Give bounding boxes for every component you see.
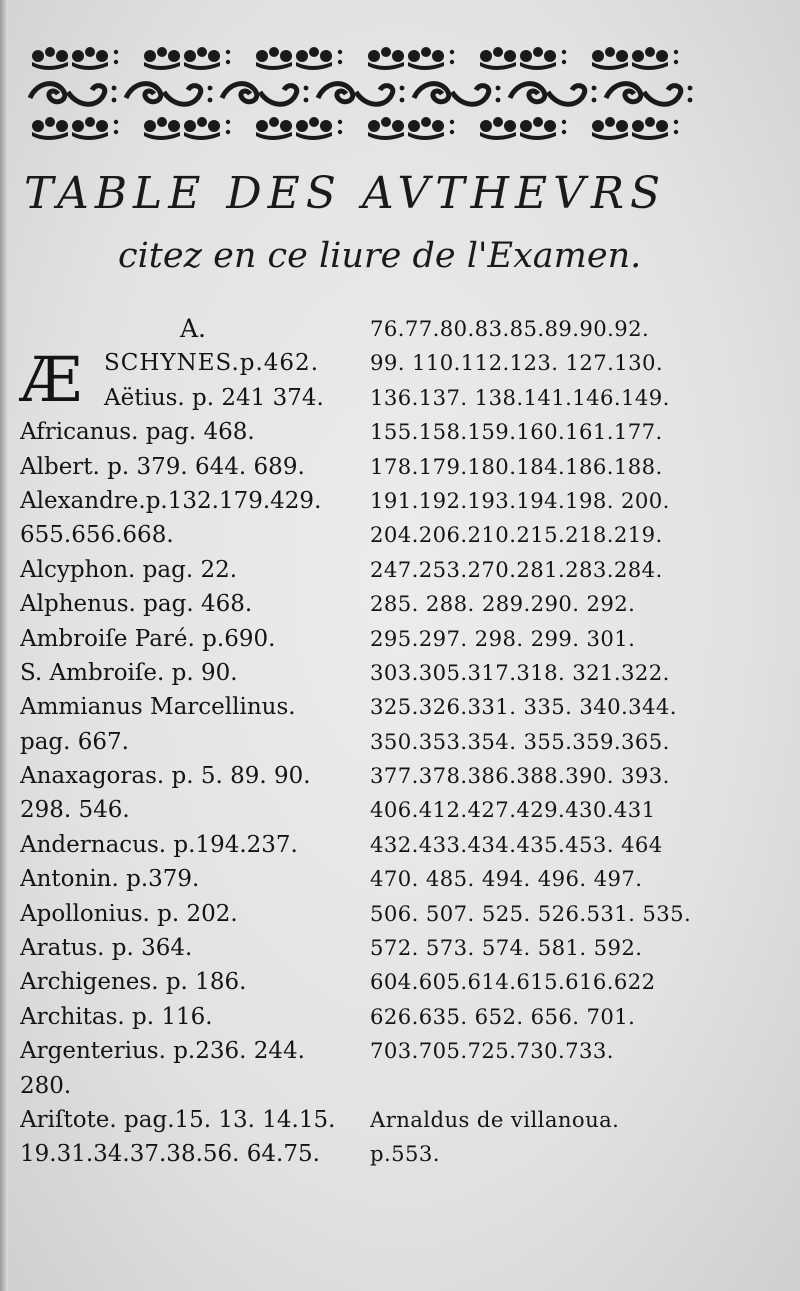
index-entry: Argenterius. p.236. 244. [20,1038,305,1065]
page-reference-line: 303.305.317.318. 321.322. [370,659,670,685]
page-reference-line: 285. 288. 289.290. 292. [370,591,636,617]
page-reference-line: 136.137. 138.141.146.149. [370,384,670,410]
page-subtitle: citez en ce liure de l'Examen. [118,236,642,276]
page-reference-line: 155.158.159.160.161.177. [370,419,663,445]
index-entry: Andernacus. p.194.237. [20,831,298,858]
index-entry: Alexandre.p.132.179.429. [20,487,322,514]
index-entry: Antonin. p.379. [20,866,200,893]
index-entry: Anaxagoras. p. 5. 89. 90. [20,763,311,790]
page-reference-line: 506. 507. 525. 526.531. 535. [370,900,692,926]
index-entry: 280. [20,1072,72,1099]
page-title: TABLE DES AVTHEVRS [24,168,667,219]
index-entry: Ammianus Marcellinus. [20,694,296,721]
page-reference-line: 470. 485. 494. 496. 497. [370,866,643,892]
page-edge-shadow [0,0,8,1291]
index-entry: pag. 667. [20,728,129,755]
index-entry: 298. 546. [20,797,130,824]
index-entry: Architas. p. 116. [20,1003,213,1030]
index-entry: 19.31.34.37.38.56. 64.75. [20,1141,320,1168]
ornamental-headpiece [28,38,698,146]
index-entry: Aratus. p. 364. [20,935,193,962]
index-entry: Africanus. pag. 468. [20,419,255,446]
left-column [20,312,365,1172]
section-letter: A. [180,314,207,343]
page-reference-line: 99. 110.112.123. 127.130. [370,350,664,376]
page-reference-line: 604.605.614.615.616.622 [370,969,656,995]
index-entry: Arnaldus de villanoua. [370,1106,620,1132]
right-column [370,312,790,1172]
page-reference-line: 295.297. 298. 299. 301. [370,625,636,651]
page-reference-line: 325.326.331. 335. 340.344. [370,694,677,720]
page-reference-line: 572. 573. 574. 581. 592. [370,935,643,961]
index-entry: SCHYNES.p.462. [104,350,320,377]
page-reference-line: 247.253.270.281.283.284. [370,556,663,582]
page-reference-line: 626.635. 652. 656. 701. [370,1003,636,1029]
index-entry: Ambroiſe Paré. p.690. [20,625,276,652]
index-entry: Apollonius. p. 202. [20,900,238,927]
page-reference-line: 377.378.386.388.390. 393. [370,763,670,789]
page-reference-line: 178.179.180.184.186.188. [370,453,663,479]
page-reference-line: 703.705.725.730.733. [370,1038,614,1064]
index-entry: Albert. p. 379. 644. 689. [20,453,305,480]
index-entry: p.553. [370,1141,440,1167]
index-entry: Aëtius. p. 241 374. [104,384,324,411]
page-reference-line: 432.433.434.435.453. 464 [370,831,663,857]
index-entry: 655.656.668. [20,522,174,549]
index-entry: Ariſtote. pag.15. 13. 14.15. [20,1107,336,1133]
page-reference-line: 406.412.427.429.430.431 [370,797,656,823]
page-reference-line: 191.192.193.194.198. 200. [370,487,670,513]
page-reference-line: 76.77.80.83.85.89.90.92. [370,316,650,341]
blank-line [370,1069,790,1103]
page-reference-line: 204.206.210.215.218.219. [370,522,663,548]
index-entry: Archigenes. p. 186. [20,969,247,996]
drop-cap-entry [20,343,365,417]
page-reference-line: 350.353.354. 355.359.365. [370,728,670,754]
index-entry: S. Ambroiſe. p. 90. [20,659,238,686]
index-entry: Alcyphon. pag. 22. [20,556,238,583]
index-entry: Alphenus. pag. 468. [20,591,253,618]
drop-cap-letter: Æ [20,343,83,417]
